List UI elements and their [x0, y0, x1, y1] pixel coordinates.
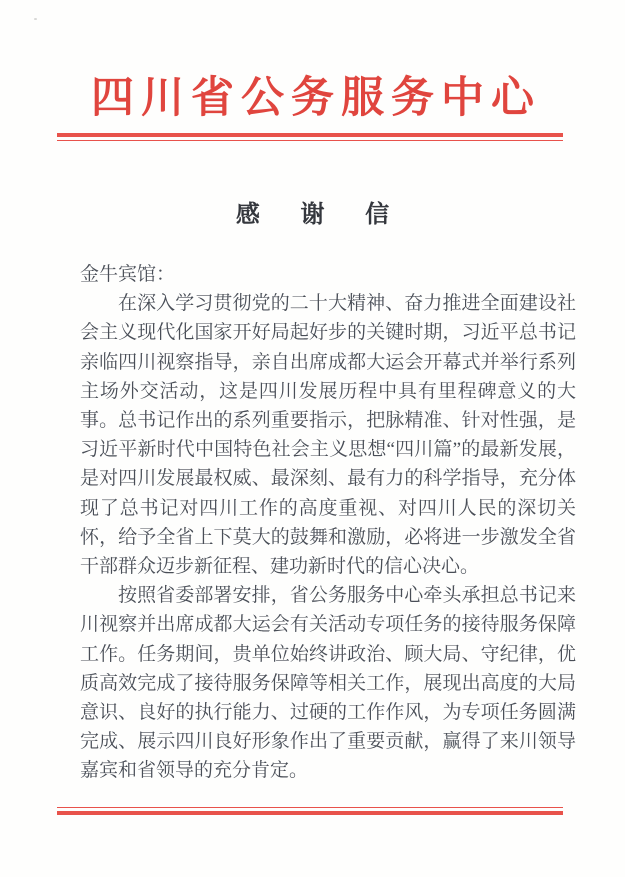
letter-body — [80, 260, 576, 786]
letterhead-divider-thin-line — [57, 140, 563, 141]
letterhead-divider — [57, 133, 563, 141]
letter-title: 感 谢 信 — [235, 201, 407, 228]
footer-divider-thick-line — [57, 811, 563, 815]
letterhead-title: 四川省公务服务中心 — [91, 75, 541, 122]
salutation: 金牛宾馆： — [80, 264, 176, 285]
footer-divider — [57, 807, 563, 815]
paragraph-2: 按照省委部署安排，省公务服务中心牵头承担总书记来川视察并出席成都大运会有关活动专项任务的接待服务保障工作。任务期间，贵单位始终讲政治、顾大局、守纪律，优质高效完成了接待服务保障等相关工作，展现出高度的大局意识、良好的执行能力、过硬的工作作风，为专项任务圆满完成、展示四川良好形象作出了重要贡献，赢得了来川领导嘉宾和省领导的充分肯定。 — [80, 585, 576, 782]
paragraph-1: 在深入学习贯彻党的二十大精神、奋力推进全面建设社会主义现代化国家开好局起好步的关键时期，习近平总书记亲临四川视察指导，亲自出席成都大运会开幕式并举行系列主场外交活动，这是四川发展历程中具有里程碑意义的大事。总书记作出的系列重要指示，把脉精准、针对性强，是习近平新时代中国特色社会主义思想“四川篇”的最新发展，是对四川发展最权威、最深刻、最有力的科学指导，充分体现了总书记对四川工作的高度重视、对四川人民的深切关怀，给予全省上下莫大的鼓舞和激励，必将进一步激发全省干部群众迈步新征程、建功新时代的信心决心。 — [80, 293, 576, 578]
